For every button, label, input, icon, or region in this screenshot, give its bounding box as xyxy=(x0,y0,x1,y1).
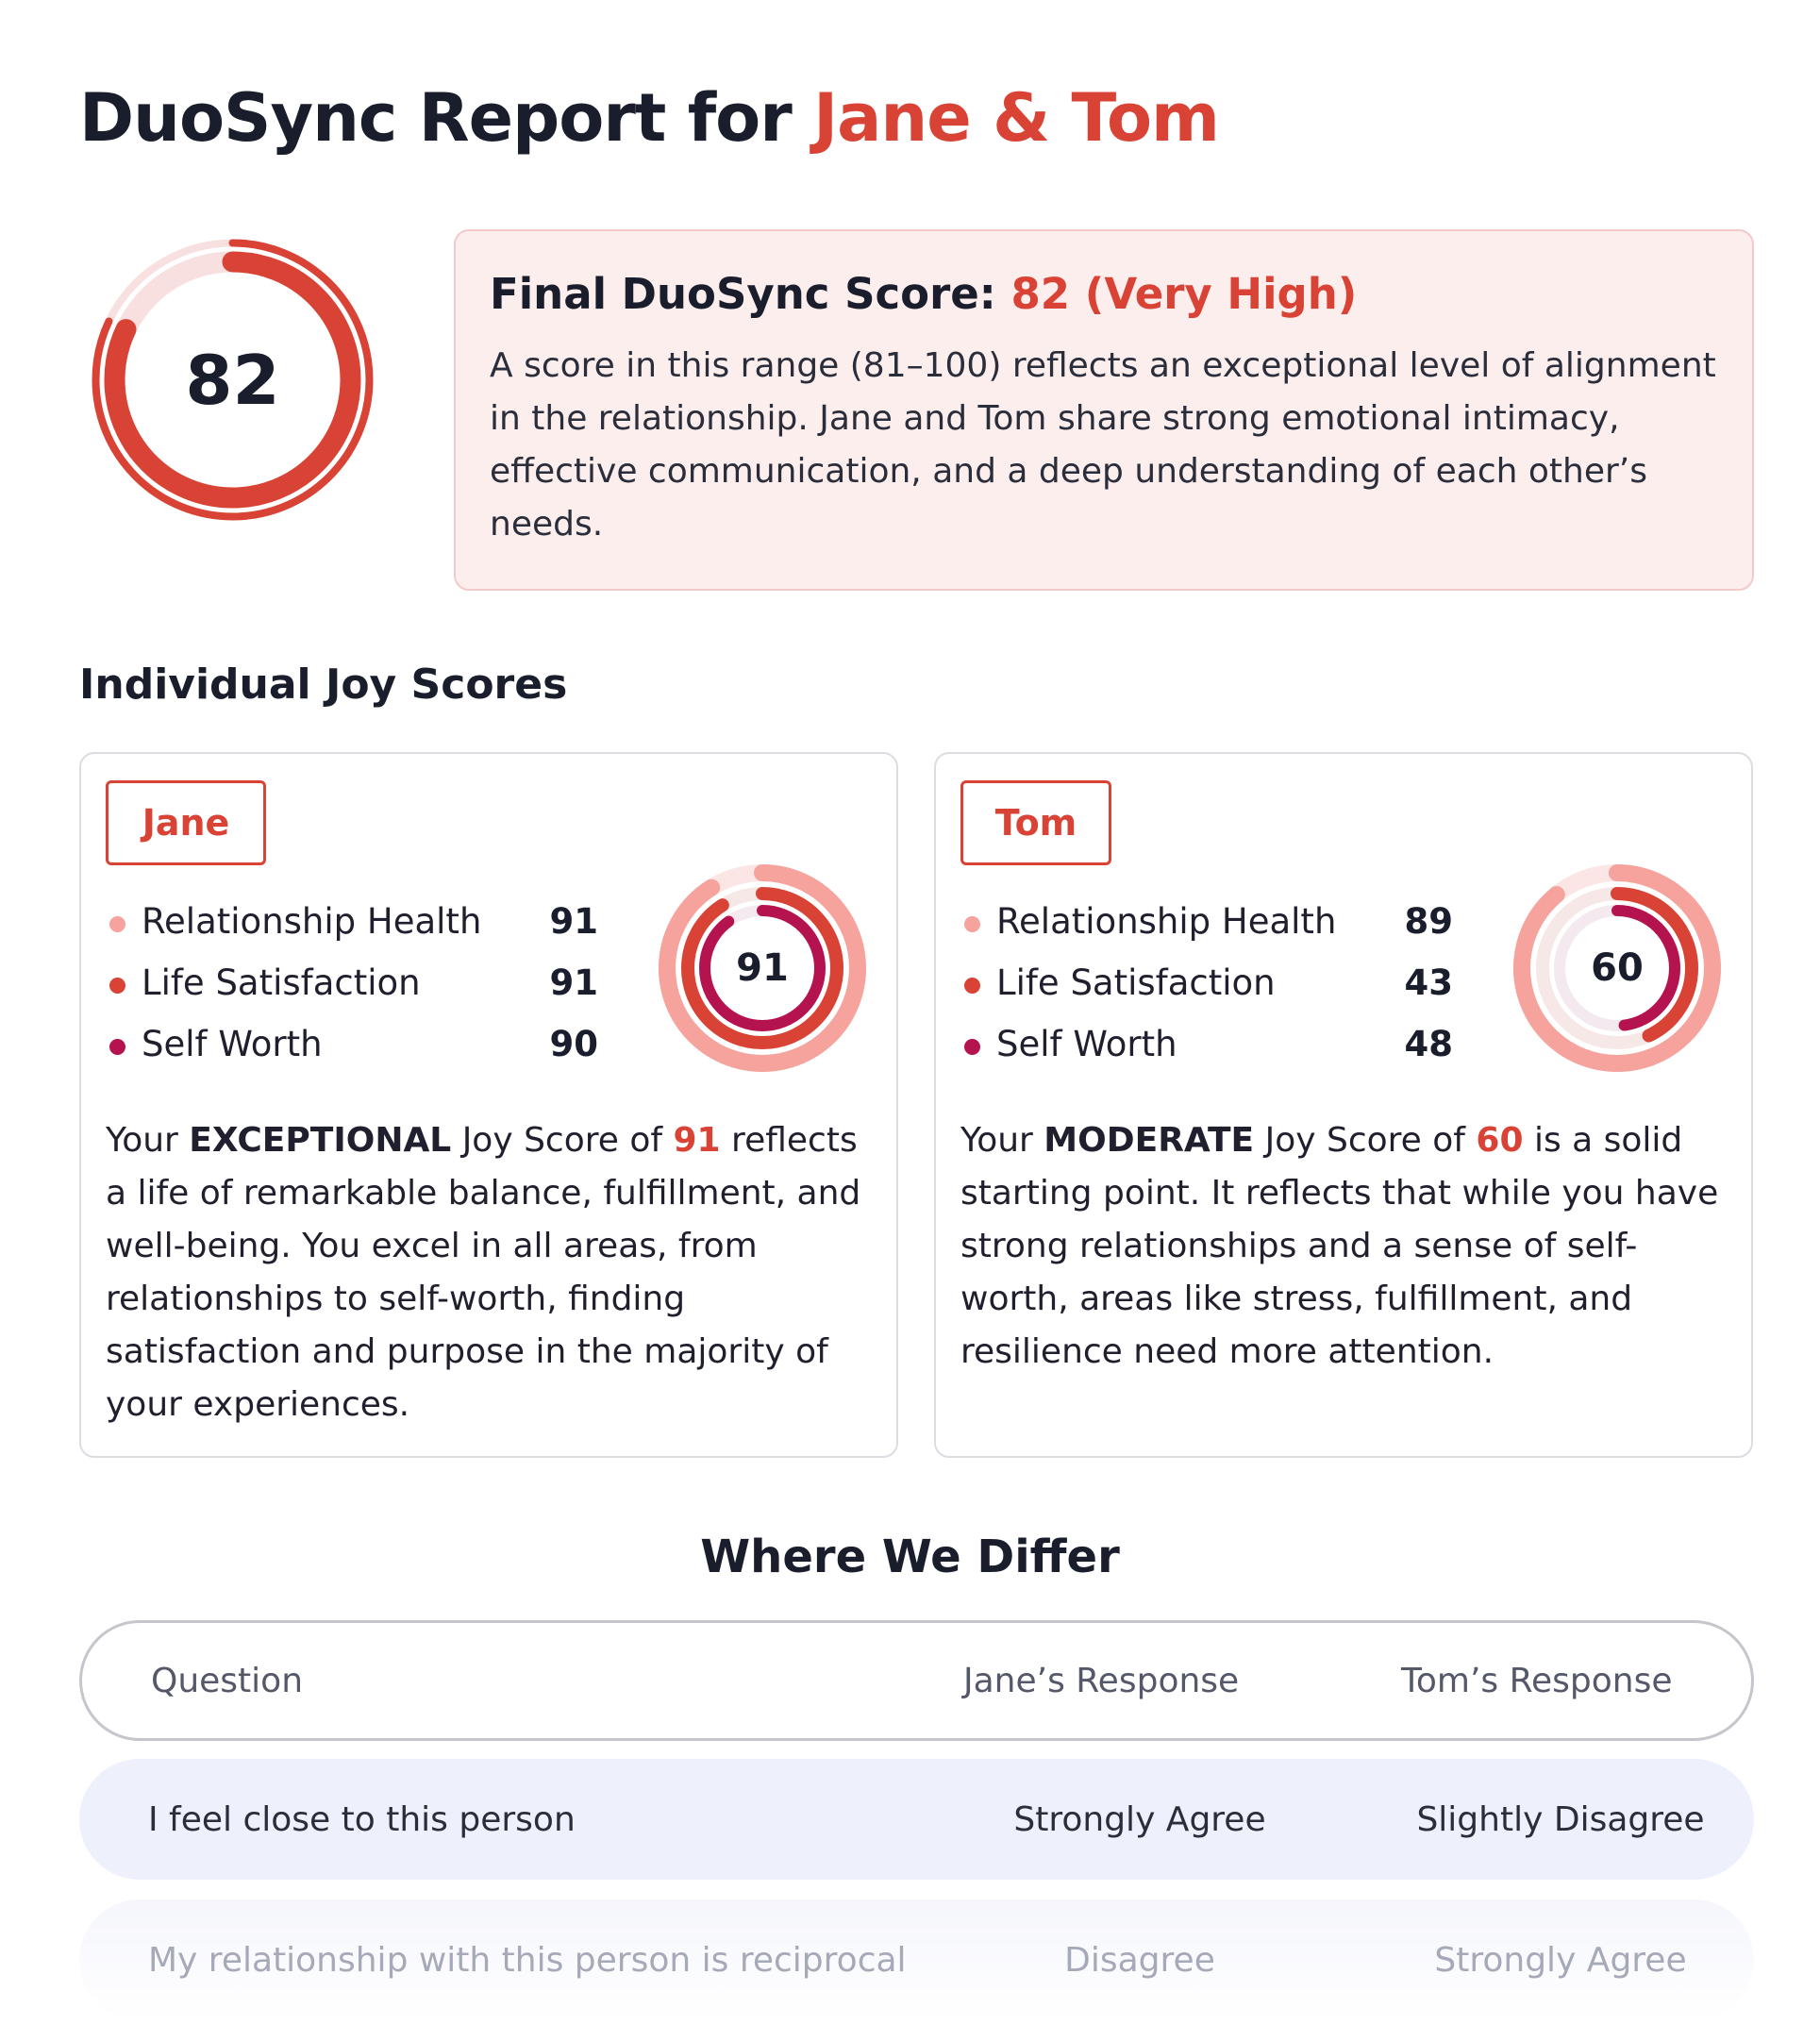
text-prefix: Your xyxy=(960,1121,1044,1160)
text-mid: Joy Score of xyxy=(1254,1121,1477,1160)
row-question: My relationship with this person is reciprocal xyxy=(148,1940,907,1980)
tom-metrics xyxy=(962,895,1453,1079)
jane-metric-life-satisfaction xyxy=(108,957,598,1018)
metric-value: 48 xyxy=(1404,1024,1453,1064)
metric-label: Self Worth xyxy=(996,1024,1177,1064)
page-title xyxy=(79,79,1219,157)
jane-metric-self-worth xyxy=(108,1018,598,1079)
text-rest: reflects a life of remarkable balance, fulfillment, and well-being. You excel in all areas, from relationships to self-worth, finding satisfaction and purpose in the majority of your experiences. xyxy=(106,1121,861,1424)
jane-metric-relationship-health xyxy=(108,895,598,957)
row-jane-response: Disagree xyxy=(1064,1940,1215,1980)
metric-label: Life Satisfaction xyxy=(142,962,421,1003)
final-score-ring xyxy=(79,226,386,533)
joy-section-title: Individual Joy Scores xyxy=(79,661,568,709)
final-score-description: A score in this range (81–100) reflects an exceptional level of alignment in the relationship. Jane and Tom share strong emotional intimacy, effective communication, and a deep understanding of each other’s needs. xyxy=(490,346,1716,544)
final-score-heading-label: Final DuoSync Score: xyxy=(490,269,1011,319)
jane-metrics xyxy=(108,895,598,1079)
title-names: Jane & Tom xyxy=(813,79,1219,157)
header-jane-response: Jane’s Response xyxy=(963,1661,1240,1700)
tom-joy-card xyxy=(934,752,1753,1458)
tom-joy-ring xyxy=(1510,861,1725,1076)
text-prefix: Your xyxy=(106,1121,190,1160)
row-tom-response: Strongly Agree xyxy=(1434,1940,1687,1980)
metric-label: Relationship Health xyxy=(142,901,482,942)
joy-score-inline: 91 xyxy=(673,1121,721,1160)
joy-level: MODERATE xyxy=(1044,1121,1255,1160)
tom-metric-relationship-health xyxy=(962,895,1453,957)
metric-value: 89 xyxy=(1404,901,1453,942)
jane-joy-score: 91 xyxy=(736,946,789,990)
text-mid: Joy Score of xyxy=(451,1121,674,1160)
joy-level: EXCEPTIONAL xyxy=(189,1121,452,1160)
jane-joy-description xyxy=(106,1114,889,1431)
row-jane-response: Strongly Agree xyxy=(1013,1799,1266,1839)
row-tom-response: Slightly Disagree xyxy=(1416,1799,1705,1839)
header-tom-response: Tom’s Response xyxy=(1401,1661,1673,1700)
title-prefix: DuoSync Report for xyxy=(79,79,814,157)
tom-metric-life-satisfaction xyxy=(962,957,1453,1018)
metric-label: Life Satisfaction xyxy=(996,962,1276,1003)
metric-value: 90 xyxy=(549,1024,598,1064)
metric-value: 91 xyxy=(549,901,598,942)
tom-name-tag: Tom xyxy=(960,780,1111,865)
header-question: Question xyxy=(151,1661,304,1700)
text-rest: is a solid starting point. It reflects that while you have strong relationships and a sense of self-worth, areas like stress, fulfillment, and resilience need more attention. xyxy=(960,1121,1719,1371)
jane-joy-ring xyxy=(655,861,870,1076)
tom-joy-description xyxy=(960,1114,1744,1379)
row-question: I feel close to this person xyxy=(148,1799,576,1839)
final-score-panel xyxy=(454,229,1754,591)
final-score-value: 82 xyxy=(185,340,280,420)
metric-label: Relationship Health xyxy=(996,901,1337,942)
metric-value: 91 xyxy=(549,962,598,1003)
jane-joy-card xyxy=(79,752,898,1458)
metric-label: Self Worth xyxy=(142,1024,323,1064)
table-row xyxy=(79,1899,1754,2020)
tom-joy-score: 60 xyxy=(1591,946,1644,990)
differ-table-header xyxy=(79,1620,1754,1741)
metric-value: 43 xyxy=(1404,962,1453,1003)
final-score-heading xyxy=(490,269,1718,319)
tom-metric-self-worth xyxy=(962,1018,1453,1079)
jane-name-tag: Jane xyxy=(106,780,266,865)
differ-section-title: Where We Differ xyxy=(700,1531,1120,1583)
final-score-heading-value: 82 (Very High) xyxy=(1010,269,1358,319)
joy-score-inline: 60 xyxy=(1476,1121,1524,1160)
table-row xyxy=(79,1759,1754,1880)
